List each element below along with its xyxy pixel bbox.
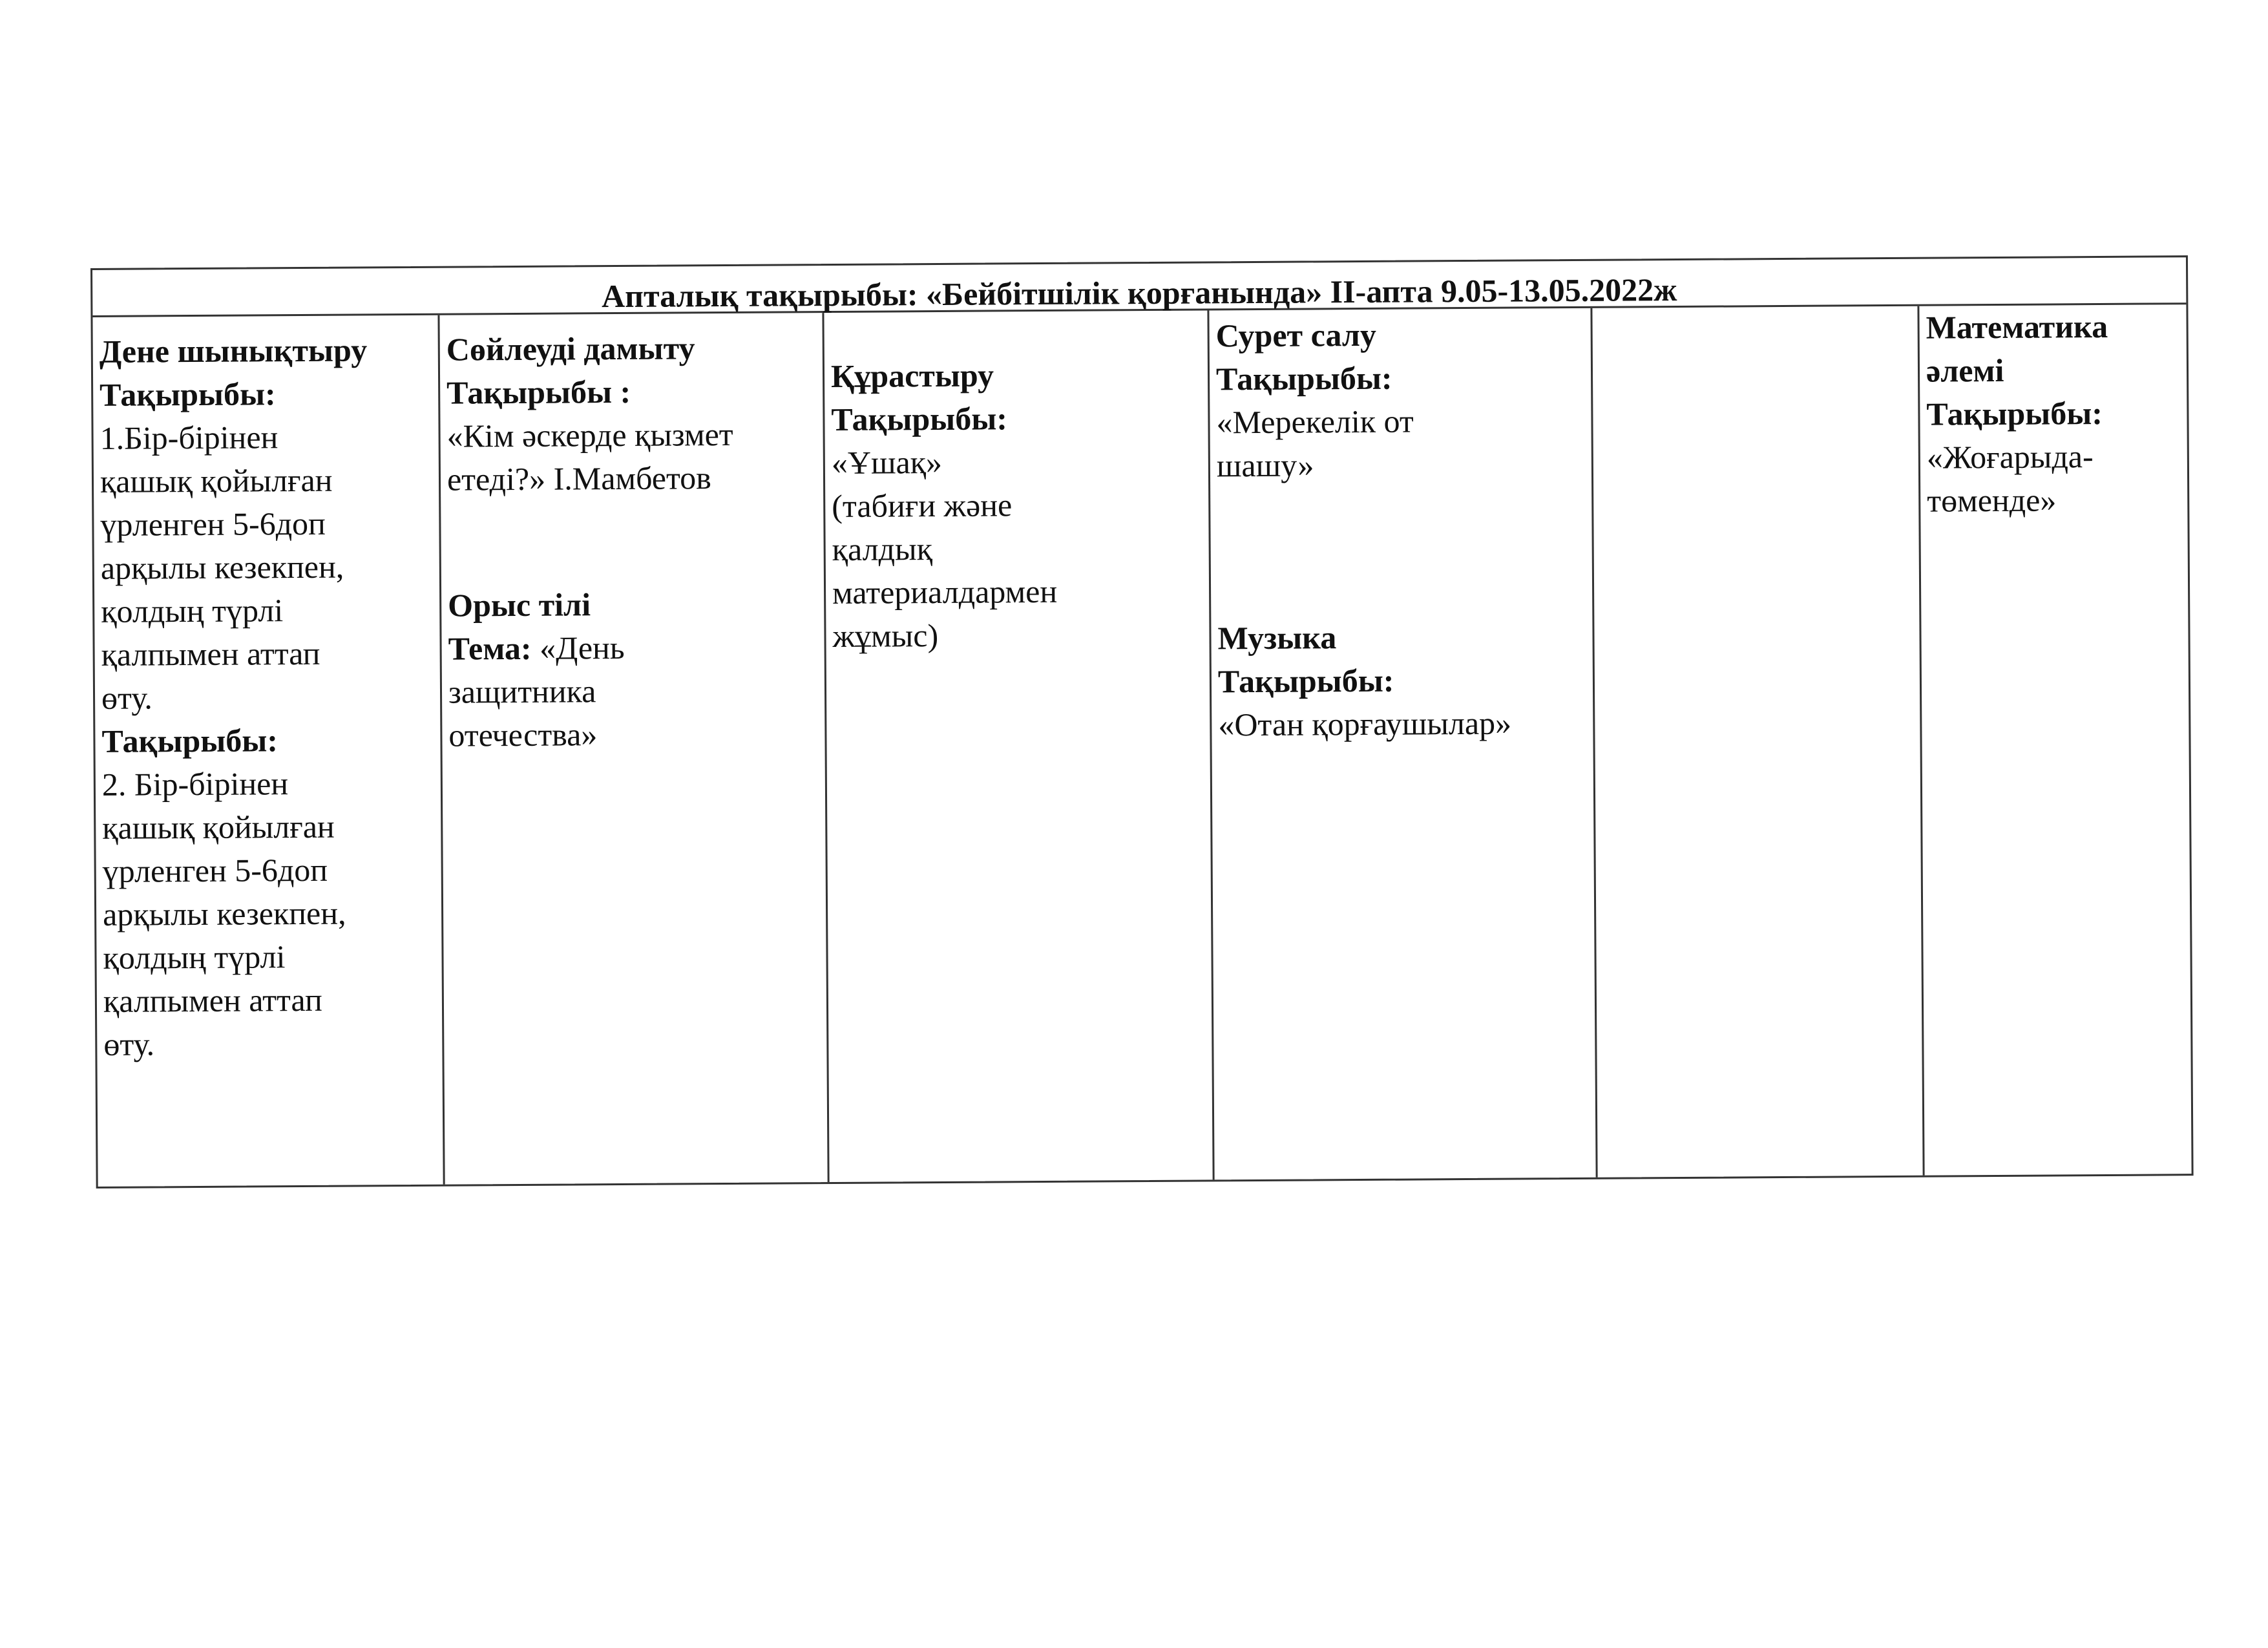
topic-line: қашық қойылған (102, 808, 335, 846)
topic-line: «Отан қорғаушылар» (1218, 704, 1512, 743)
topic-line: «Жоғарыда- (1926, 438, 2094, 476)
column-drawing (1209, 308, 1597, 1180)
topic-line: 2. Бір-бірінен (101, 765, 289, 803)
topic-line: қашық қойылған (100, 461, 333, 500)
topic-line: «Кім әскерде қызмет (446, 416, 733, 454)
column-construction (824, 310, 1214, 1182)
subject-name: Математика (1926, 308, 2108, 346)
topic-label: Тақырыбы: (1215, 359, 1392, 397)
topic-line: «Мерекелік от (1216, 403, 1414, 441)
spacer (447, 499, 820, 584)
topic-line: қалпымен аттап (101, 635, 320, 673)
topic-line: материалдармен (832, 573, 1058, 611)
spacer (1217, 485, 1588, 617)
schedule-columns (92, 304, 2191, 1187)
subject-name: Құрастыру (830, 357, 994, 395)
column-speech-development (439, 313, 829, 1185)
subject-name: Сөйлеуді дамыту (446, 330, 695, 368)
weekly-theme-title: Апталық тақырыбы: «Бейбітшілік қорғанында» ІІ-апта 9.05-13.05.2022ж (92, 269, 2186, 317)
topic-label: Тақырыбы: (831, 400, 1008, 438)
topic-first-line (448, 625, 820, 671)
topic-label: Тақырыбы: (1926, 394, 2103, 432)
topic-line: етеді?» І.Мамбетов (446, 460, 711, 498)
topic-text: «День (531, 629, 625, 666)
topic-line: төменде» (1927, 481, 2057, 519)
topic-label: Тема: (448, 629, 532, 667)
column-empty (1592, 306, 1924, 1178)
topic-label: Тақырыбы : (446, 373, 631, 411)
subject-name: Дене шынықтыру (99, 332, 368, 370)
topic-line: қалдық (832, 531, 933, 567)
weekly-schedule-table (90, 255, 2194, 1188)
topic-line: шашу» (1216, 447, 1314, 484)
topic-line: (табиғи және (832, 487, 1013, 524)
column-physical-education (92, 315, 445, 1187)
topic-line: үрленген 5-6доп (100, 505, 326, 543)
subject-name-2: Музыка (1217, 619, 1337, 657)
topic-line: отечества» (448, 716, 598, 754)
topic-line: жұмыс) (832, 617, 939, 654)
topic-line: қалпымен аттап (103, 981, 322, 1019)
topic-label: Тақырыбы: (100, 375, 276, 413)
topic-label: Тақырыбы: (1217, 662, 1394, 700)
subject-name-2: Орыс тілі (448, 586, 591, 624)
topic-line: «Ұшақ» (831, 443, 943, 481)
topic-line: арқылы кезекпен, (102, 894, 346, 933)
topic-line: өту. (103, 1026, 155, 1062)
topic-label: Тақырыбы: (101, 722, 278, 759)
topic-line: арқылы кезекпен, (100, 548, 344, 586)
topic-line: защитника (448, 673, 596, 710)
topic-line: үрленген 5-6доп (102, 851, 328, 889)
subject-name: әлемі (1926, 352, 2004, 389)
column-math-world (1919, 304, 2191, 1175)
topic-line: өту. (101, 679, 152, 716)
topic-line: қолдың түрлі (103, 938, 286, 976)
subject-name: Сурет салу (1215, 316, 1377, 354)
topic-line: 1.Бір-бірінен (100, 419, 278, 456)
topic-line: қолдың түрлі (101, 592, 284, 629)
